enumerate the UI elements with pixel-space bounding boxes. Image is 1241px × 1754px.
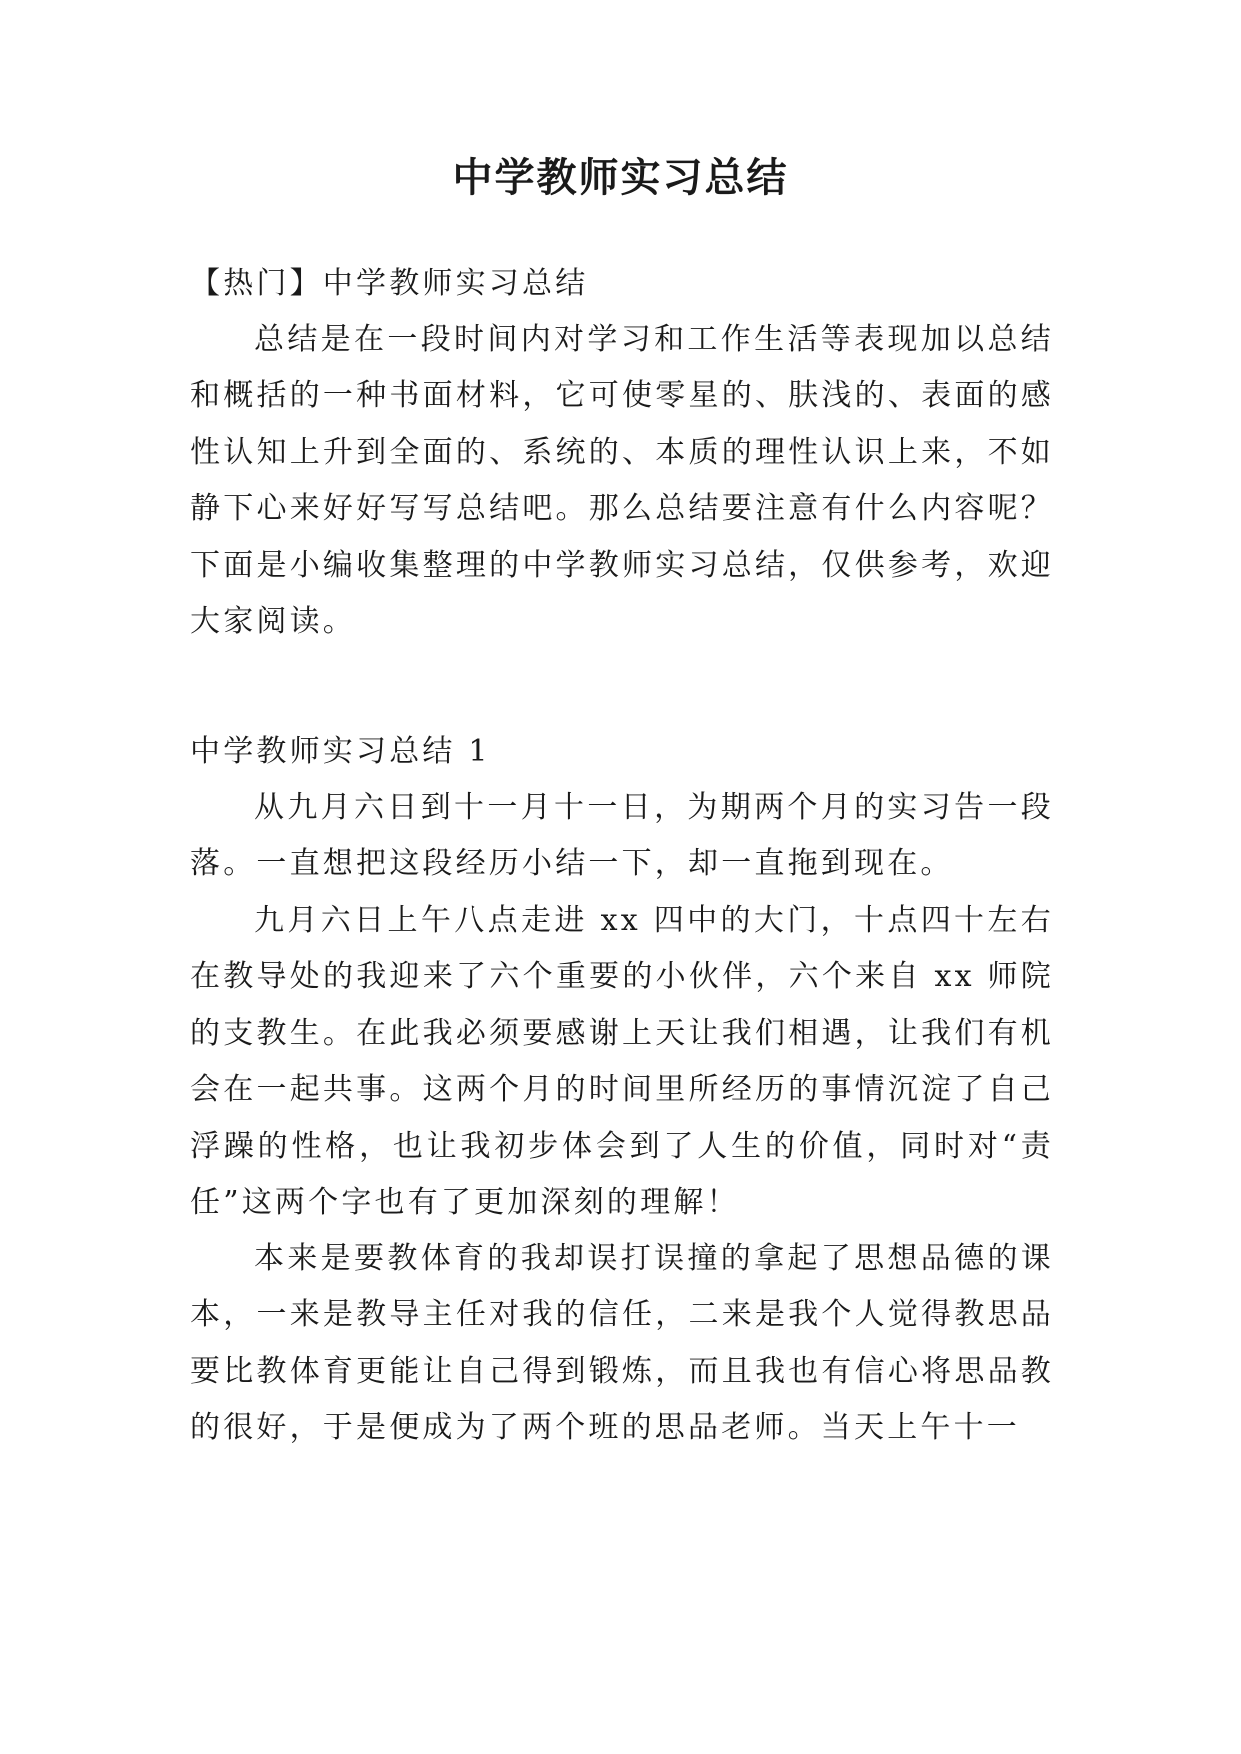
body-paragraph-2: 九月六日上午八点走进 xx 四中的大门，十点四十左右在教导处的我迎来了六个重要的小伙伴，六个来自 xx 师院的支教生。在此我必须要感谢上天让我们相遇，让我们有机会在一起共事。这两个月的时间里所经历的事情沉淀了自己浮躁的性格，也让我初步体会到了人生的价值，同时对“责任”这两个字也有了更加深刻的理解！: [190, 903, 1054, 1221]
section-heading: 中学教师实习总结 1: [190, 734, 491, 769]
document-title: 中学教师实习总结: [452, 154, 789, 201]
intro-paragraph: 总结是在一段时间内对学习和工作生活等表现加以总结和概括的一种书面材料，它可使零星的、肤浅的、表面的感性认知上升到全面的、系统的、本质的理性认识上来，不如静下心来好好写写总结吧。那么总结要注意有什么内容呢？下面是小编收集整理的中学教师实习总结，仅供参考，欢迎大家阅读。: [190, 322, 1054, 640]
body-paragraph-1: 从九月六日到十一月十一日，为期两个月的实习告一段落。一直想把这段经历小结一下，却一直拖到现在。: [190, 790, 1054, 882]
body-paragraph-3: 本来是要教体育的我却误打误撞的拿起了思想品德的课本，一来是教导主任对我的信任，二来是我个人觉得教思品要比教体育更能让自己得到锻炼，而且我也有信心将思品教的很好，于是便成为了两个班的思品老师。当天上午十一: [190, 1241, 1054, 1446]
intro-heading: 【热门】中学教师实习总结: [190, 266, 589, 301]
